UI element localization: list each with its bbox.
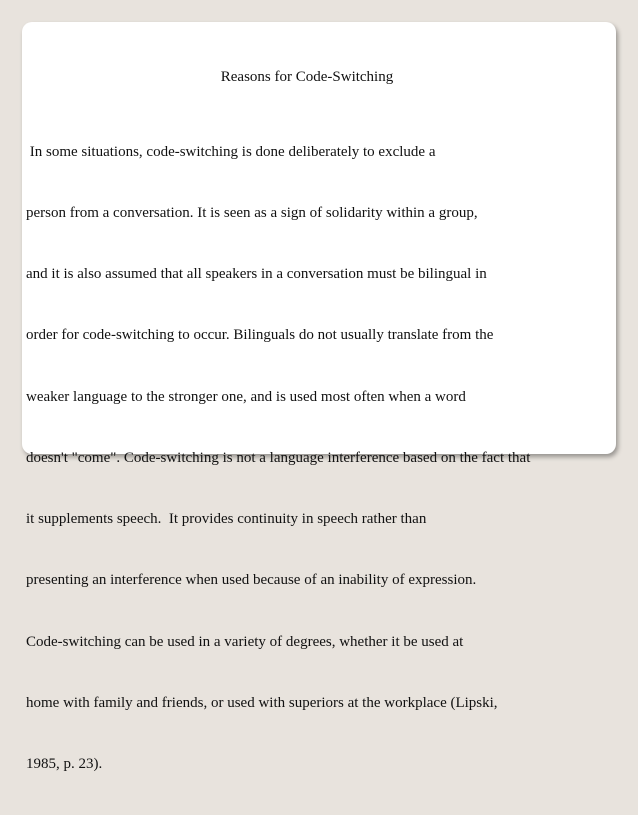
body-line: presenting an interference when used because of an inability of expression. xyxy=(26,572,477,589)
slide-body xyxy=(26,101,530,815)
body-line: person from a conversation. It is seen as a sign of solidarity within a group, xyxy=(26,205,478,222)
body-line: doesn't "come". Code-switching is not a language interference based on the fact that xyxy=(26,449,531,466)
body-line: order for code-switching to occur. Bilinguals do not usually translate from the xyxy=(26,327,494,344)
body-line: Code-switching can be used in a variety of degrees, whether it be used at xyxy=(26,633,464,650)
body-line: In some situations, code-switching is done deliberately to exclude a xyxy=(26,143,436,160)
body-line: and it is also assumed that all speakers in a conversation must be bilingual in xyxy=(26,266,487,283)
body-line: 1985, p. 23). xyxy=(26,756,103,772)
body-line: it supplements speech. It provides continuity in speech rather than xyxy=(26,511,427,528)
slide-title: Reasons for Code-Switching xyxy=(220,69,394,85)
body-line: home with family and friends, or used with superiors at the workplace (Lipski, xyxy=(26,694,498,711)
body-line: weaker language to the stronger one, and is used most often when a word xyxy=(26,388,466,405)
slide-card xyxy=(22,22,616,772)
